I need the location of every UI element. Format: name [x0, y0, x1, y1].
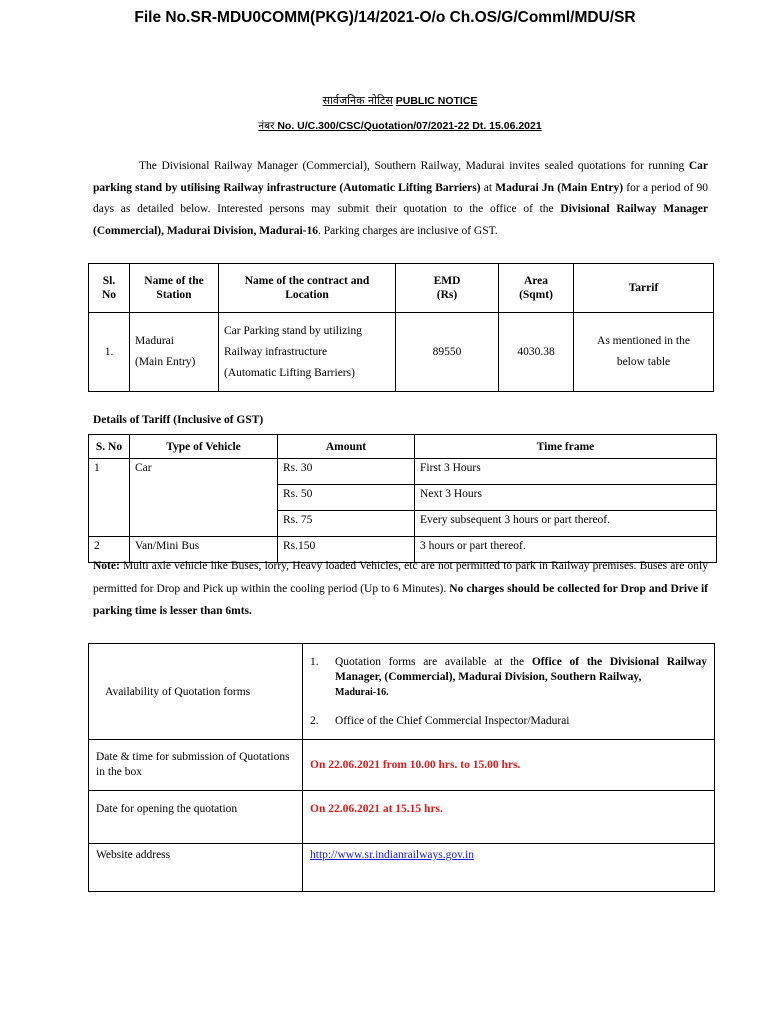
tariff-header-amount: Amount [278, 435, 415, 459]
header-station: Name of the Station [130, 264, 219, 313]
intro-text-2: at [480, 181, 496, 194]
tariff-cell-vehicle: Van/Mini Bus [130, 537, 278, 563]
website-link[interactable]: http://www.sr.indianrailways.gov.in [310, 849, 474, 861]
tariff-cell-sno: 2 [89, 537, 130, 563]
row-contract: Car Parking stand by utilizing Railway infrastructure (Automatic Lifting Barriers) [219, 313, 396, 392]
list-item [310, 655, 707, 700]
tariff-header-sno: S. No [89, 435, 130, 459]
row-area: 4030.38 [499, 313, 574, 392]
tariff-cell-amount: Rs.150 [278, 537, 415, 563]
tariff-cell-timeframe: First 3 Hours [415, 459, 717, 485]
tariff-cell-timeframe: Next 3 Hours [415, 485, 717, 511]
intro-text-3: for a period of 90 days as detailed below. Interested persons may submit their quotation to the office of the [93, 181, 708, 215]
list-item-text: Office of the Chief Commercial Inspector/Madurai [335, 714, 570, 727]
contract-table-row [89, 313, 714, 392]
reference-hindi: नंबर [258, 120, 275, 132]
header-emd: EMD (Rs) [396, 264, 499, 313]
reference-number [0, 119, 770, 133]
note-label: Note: [93, 560, 120, 572]
tariff-cell-timeframe: 3 hours or part thereof. [415, 537, 717, 563]
header-area: Area (Sqmt) [499, 264, 574, 313]
availability-list [310, 655, 707, 729]
availability-label: Availability of Quotation forms [89, 644, 303, 740]
header-contract: Name of the contract and Location [219, 264, 396, 313]
tariff-cell-amount: Rs. 50 [278, 485, 415, 511]
contract-table-header [89, 264, 714, 313]
note-paragraph [93, 555, 708, 623]
tariff-header-vehicle: Type of Vehicle [130, 435, 278, 459]
notice-title-hindi: सार्वजनिक नोटिस [322, 94, 393, 107]
info-row-submission [89, 740, 715, 791]
tariff-table [88, 434, 717, 563]
submission-label: Date & time for submission of Quotations in the box [89, 740, 303, 791]
website-label: Website address [89, 844, 303, 892]
tariff-cell-timeframe: Every subsequent 3 hours or part thereof. [415, 511, 717, 537]
note-bold-text: No charges should be collected for Drop and Drive if parking time is lesser than 6mts. [93, 582, 708, 617]
reference-english: No. U/C.300/CSC/Quotation/07/2021-22 Dt. 15.06.2021 [277, 120, 542, 132]
intro-bold-2: Madurai Jn (Main Entry) [495, 181, 624, 194]
row-tarrif: As mentioned in the below table [574, 313, 714, 392]
notice-title [0, 93, 770, 108]
info-row-website [89, 844, 715, 892]
availability-value [303, 644, 715, 740]
tariff-cell-vehicle: Car [130, 459, 278, 537]
intro-bold-1: Car parking stand by utilising Railway infrastructure (Automatic Lifting Barriers) [93, 160, 708, 194]
row-sl: 1. [89, 313, 130, 392]
row-station: Madurai (Main Entry) [130, 313, 219, 392]
header-sl: Sl. No [89, 264, 130, 313]
list-item [310, 714, 707, 729]
info-table [88, 643, 715, 892]
header-tarrif: Tarrif [574, 264, 714, 313]
submission-value: On 22.06.2021 from 10.00 hrs. to 15.00 hrs. [303, 740, 715, 791]
tariff-cell-amount: Rs. 75 [278, 511, 415, 537]
tariff-table-header [89, 435, 717, 459]
file-number-header: File No.SR-MDU0COMM(PKG)/14/2021-O/o Ch.OS/G/Comml/MDU/SR [134, 9, 636, 26]
intro-bold-3: Divisional Railway Manager (Commercial), Madurai Division, Madurai-16 [93, 203, 708, 237]
contract-table [88, 263, 714, 392]
intro-text-4: . Parking charges are inclusive of GST. [317, 224, 498, 237]
tariff-cell-sno: 1 [89, 459, 130, 537]
tariff-header-timeframe: Time frame [415, 435, 717, 459]
info-row-opening [89, 791, 715, 844]
opening-value: On 22.06.2021 at 15.15 hrs. [303, 791, 715, 844]
info-row-availability [89, 644, 715, 740]
tariff-heading: Details of Tariff (Inclusive of GST) [93, 414, 264, 426]
intro-text-1: The Divisional Railway Manager (Commercial), Southern Railway, Madurai invites sealed quotations for running [139, 160, 689, 172]
tariff-cell-amount: Rs. 30 [278, 459, 415, 485]
opening-label: Date for opening the quotation [89, 791, 303, 844]
list-item-number: 1. [310, 655, 319, 668]
list-item-text: Quotation forms are available at the Office of the Divisional Railway Manager, (Commercial), Madurai Division, Southern Railway, Madurai-16. [335, 655, 707, 698]
website-value [303, 844, 715, 892]
list-item-number: 2. [310, 714, 319, 727]
note-text: Multi axle vehicle like Buses, lorry, Heavy loaded Vehicles, etc are not permitted to park in Railway premises. Buses are only permitted for Drop and Pick up within the cooling period (Up to 6 Minutes). [93, 560, 708, 595]
row-emd: 89550 [396, 313, 499, 392]
intro-paragraph [93, 156, 708, 242]
notice-title-english: PUBLIC NOTICE [395, 95, 478, 107]
tariff-row [89, 459, 717, 485]
